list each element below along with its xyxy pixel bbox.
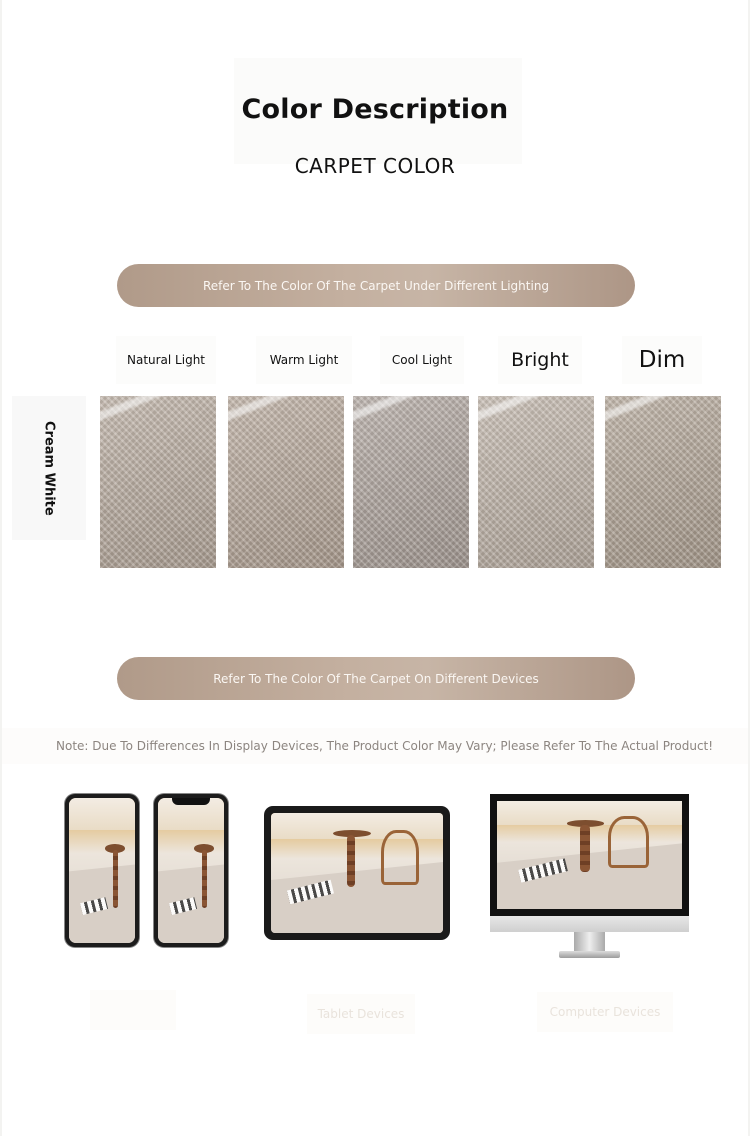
phone-right-screen-image [158,798,224,943]
monitor-chin [490,916,689,932]
phone-device-right [154,794,228,947]
swatch-dim [605,396,721,568]
light-label-bright: Bright [498,336,582,384]
tablet-screen-image [271,813,443,933]
tablet-device [264,806,450,940]
light-label-natural: Natural Light [116,336,216,384]
phone-device-left [65,794,139,947]
phone-notch [172,798,210,805]
swatch-bright [478,396,594,568]
light-label-cool: Cool Light [380,336,464,384]
disclaimer-text: Note: Due To Differences In Display Devices, The Product Color May Vary; Please Refer To The Actual Product! [56,739,714,753]
computer-devices-label: Computer Devices [537,992,673,1032]
lighting-banner [117,264,635,307]
page-subtitle: CARPET COLOR [294,154,456,178]
swatch-natural-light [100,396,216,568]
color-name-label [12,396,86,540]
phone-devices-label [90,990,176,1030]
phone-left-screen-image [69,798,135,943]
lighting-banner-text: Refer To The Color Of The Carpet Under Different Lighting [202,278,550,293]
monitor-base [559,951,620,958]
computer-screen-image [497,801,682,909]
devices-banner [117,657,635,700]
page-title: Color Description [241,94,509,125]
swatch-cool-light [353,396,469,568]
computer-monitor [490,794,689,916]
light-label-warm: Warm Light [256,336,352,384]
swatch-warm-light [228,396,344,568]
tablet-devices-label: Tablet Devices [307,994,415,1034]
light-label-dim: Dim [622,336,702,384]
devices-banner-text: Refer To The Color Of The Carpet On Different Devices [213,671,539,686]
disclaimer-note [2,728,748,764]
monitor-stand [574,932,605,952]
color-name-text: Cream White [41,420,57,516]
